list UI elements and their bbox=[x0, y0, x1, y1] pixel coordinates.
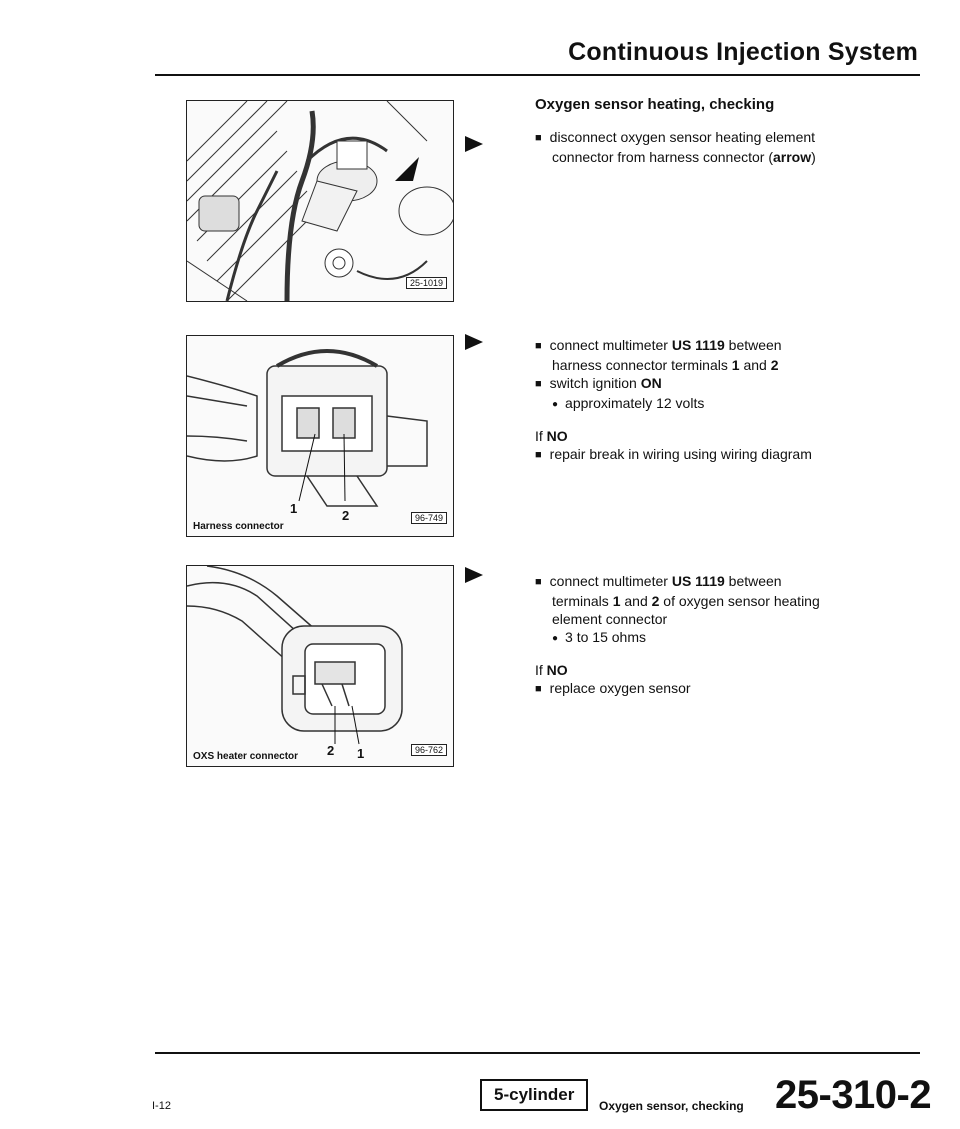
page-title: Continuous Injection System bbox=[568, 38, 918, 66]
condition-no: If NO bbox=[535, 428, 568, 444]
engine-variant-box: 5-cylinder bbox=[480, 1079, 588, 1111]
figure-caption: OXS heater connector bbox=[193, 751, 299, 762]
section-heating-disconnect bbox=[535, 96, 915, 166]
pointer-arrow-icon bbox=[465, 136, 483, 152]
spec-voltage: ● approximately 12 volts bbox=[535, 394, 915, 415]
spec-resistance: ● 3 to 15 ohms bbox=[535, 628, 915, 649]
pointer-arrow-icon bbox=[465, 334, 483, 350]
pin-1-label: 1 bbox=[357, 746, 365, 761]
pin-1-label: 1 bbox=[290, 501, 298, 516]
figure-ref: 25-1019 bbox=[406, 277, 447, 289]
step-terminals: harness connector terminals 1 and 2 bbox=[552, 357, 779, 373]
figure-caption: Harness connector bbox=[193, 521, 284, 532]
step-replace: ■ replace oxygen sensor bbox=[535, 679, 915, 699]
step-disconnect: ■ disconnect oxygen sensor heating element bbox=[535, 128, 915, 148]
section-title: Oxygen sensor, checking bbox=[599, 1099, 744, 1113]
condition-no: If NO bbox=[535, 662, 568, 678]
pointer-arrow-icon bbox=[465, 567, 483, 583]
step-disconnect-cont: connector from harness connector (arrow) bbox=[552, 149, 816, 165]
header-rule bbox=[155, 74, 920, 76]
pin-2-label: 2 bbox=[342, 508, 350, 523]
oxs-heater-connector-illustration bbox=[187, 566, 453, 766]
step-element-connector: element connector bbox=[552, 611, 668, 627]
figure-harness-connector bbox=[186, 335, 454, 537]
section-heater-resistance bbox=[535, 572, 915, 699]
sensor-location-illustration bbox=[187, 101, 453, 301]
figure-sensor-location bbox=[186, 100, 454, 302]
harness-connector-illustration bbox=[187, 336, 453, 536]
step-ignition: ■ switch ignition ON bbox=[535, 374, 915, 394]
figure-ref: 96-749 bbox=[411, 512, 447, 524]
section-heading: Oxygen sensor heating, checking bbox=[535, 96, 775, 113]
step-connect-multimeter: ■ connect multimeter US 1119 between bbox=[535, 572, 915, 592]
step-connect-multimeter: ■ connect multimeter US 1119 between bbox=[535, 336, 915, 356]
figure-oxs-heater-connector bbox=[186, 565, 454, 767]
footer-rule bbox=[155, 1052, 920, 1054]
pin-2-label: 2 bbox=[327, 743, 335, 758]
section-supply-voltage bbox=[535, 336, 915, 465]
figure-ref: 96-762 bbox=[411, 744, 447, 756]
step-repair: ■ repair break in wiring using wiring diagram bbox=[535, 445, 915, 465]
page-number: I-12 bbox=[152, 1100, 171, 1112]
step-terminals: terminals 1 and 2 of oxygen sensor heating bbox=[552, 593, 820, 609]
section-code: 25-310-2 bbox=[775, 1073, 932, 1117]
